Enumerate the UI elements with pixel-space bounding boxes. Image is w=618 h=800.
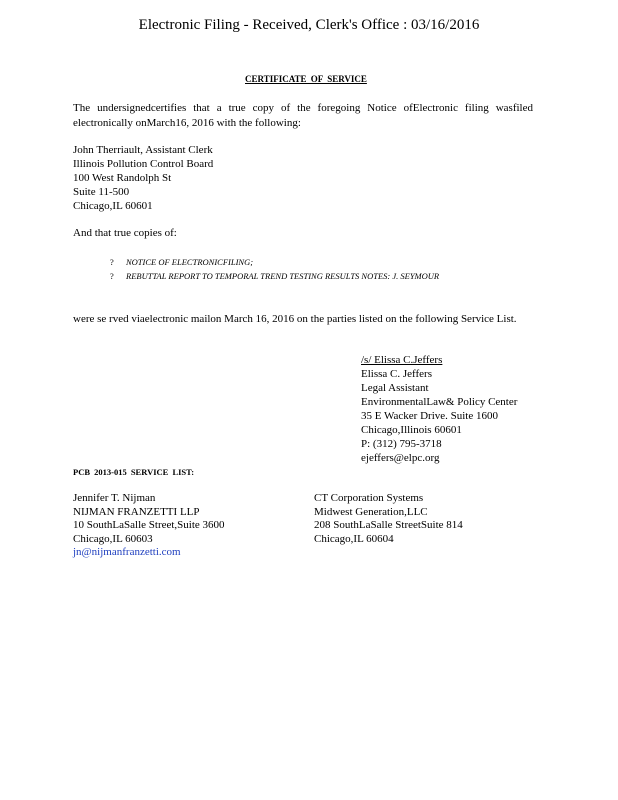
recipient-address xyxy=(73,143,213,213)
signature-name: Elissa C. Jeffers xyxy=(361,368,432,380)
party-street: 208 SouthLaSalle StreetSuite 814 xyxy=(314,519,463,531)
party-firm: Midwest Generation,LLC xyxy=(314,505,428,518)
document-title: NOTICE OF ELECTRONICFILING; xyxy=(126,257,254,267)
party-city: Chicago,IL 60604 xyxy=(314,532,394,545)
bullet-marker: ? xyxy=(110,271,114,281)
signature-city: Chicago,Illinois 60601 xyxy=(361,424,462,436)
signature-phone: P: (312) 795-3718 xyxy=(361,438,442,450)
list-item xyxy=(110,256,520,268)
address-line: Chicago,IL 60601 xyxy=(73,200,153,212)
page-header: Electronic Filing - Received, Clerk's Office : 03/16/2016 xyxy=(138,17,480,33)
address-line: Suite 11-500 xyxy=(73,186,130,198)
signature-org: EnvironmentalLaw& Policy Center xyxy=(361,396,518,408)
service-list-title: PCB 2013-015 SERVICE LIST: xyxy=(73,467,195,477)
intro-paragraph: The undersignedcertifies that a true copy of the foregoing Notice ofElectronic filing wasfiled electronically onMarch16, 2016 with the following: xyxy=(73,102,533,129)
party-city: Chicago,IL 60603 xyxy=(73,532,153,545)
service-party-left xyxy=(73,492,225,560)
address-line: Illinois Pollution Control Board xyxy=(73,158,214,170)
list-item xyxy=(110,270,520,282)
address-line: John Therriault, Assistant Clerk xyxy=(73,144,213,156)
party-email-link[interactable]: jn@nijmanfranzetti.com xyxy=(73,546,181,558)
signature-title: Legal Assistant xyxy=(361,382,429,394)
signature-line: /s/ Elissa C.Jeffers xyxy=(361,354,443,366)
documents-list xyxy=(110,256,520,284)
party-name: Jennifer T. Nijman xyxy=(73,492,156,504)
party-name: CT Corporation Systems xyxy=(314,492,424,504)
document-title: REBUTTAL REPORT TO TEMPORAL TREND TESTING RESULTS NOTES: J. SEYMOUR xyxy=(126,271,440,281)
party-firm: NIJMAN FRANZETTI LLP xyxy=(73,505,200,518)
served-paragraph: were se rved viaelectronic mailon March 16, 2016 on the parties listed on the following Service List. xyxy=(73,313,517,325)
certificate-title: CERTIFICATE OF SERVICE xyxy=(245,74,367,84)
service-party-right xyxy=(314,492,463,546)
signature-block xyxy=(361,353,517,465)
signature-address: 35 E Wacker Drive. Suite 1600 xyxy=(361,410,498,422)
address-line: 100 West Randolph St xyxy=(73,172,172,184)
party-street: 10 SouthLaSalle Street,Suite 3600 xyxy=(73,519,225,531)
signature-email: ejeffers@elpc.org xyxy=(361,452,440,464)
bullet-marker: ? xyxy=(110,257,114,267)
copies-intro: And that true copies of: xyxy=(73,227,177,239)
